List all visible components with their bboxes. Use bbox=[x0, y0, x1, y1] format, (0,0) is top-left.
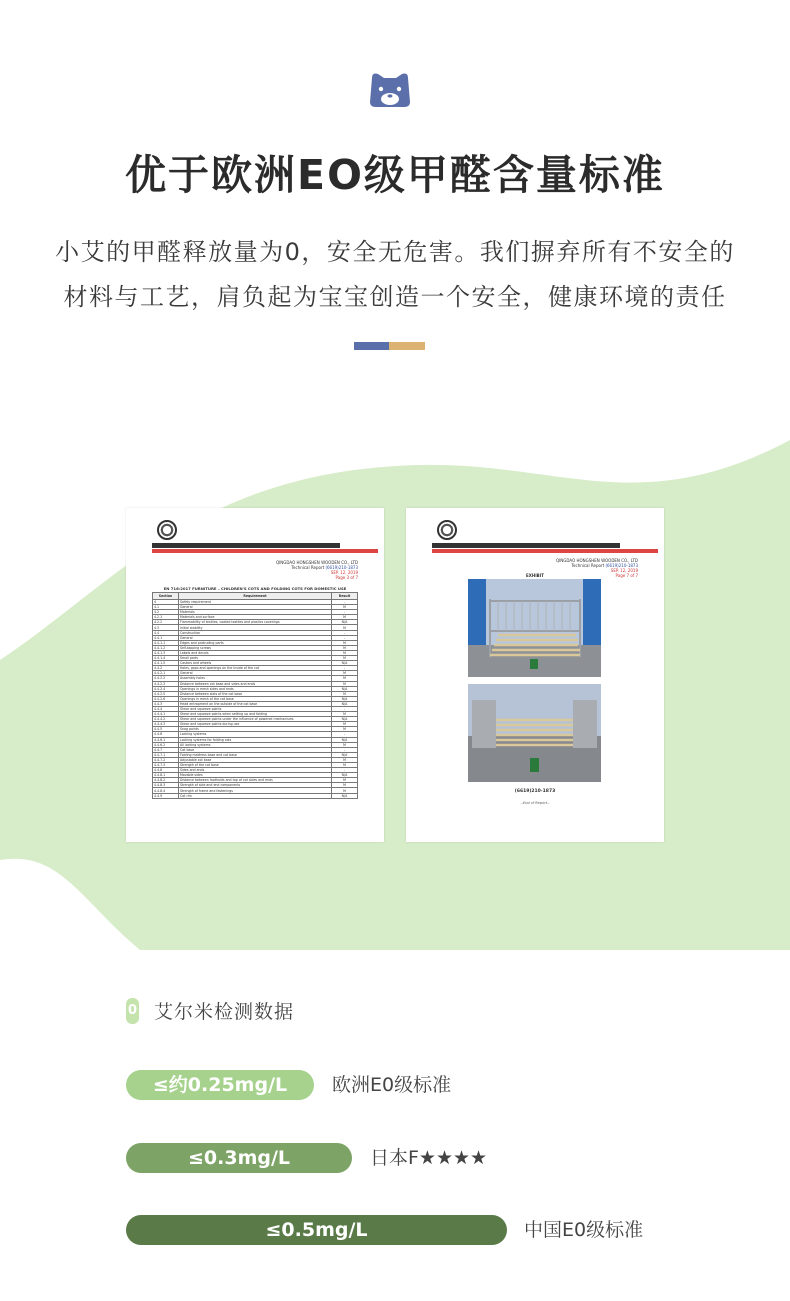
divider-gold bbox=[389, 342, 425, 350]
table-cell: 4.4.4.2 bbox=[153, 717, 179, 722]
table-header: Section bbox=[153, 593, 179, 600]
table-cell: 4.4.3 bbox=[153, 701, 179, 706]
table-cell: 4.4.2.3 bbox=[153, 681, 179, 686]
table-cell: Materials bbox=[179, 610, 332, 615]
table-cell: 4.4.7 bbox=[153, 747, 179, 752]
table-header: Result bbox=[332, 593, 358, 600]
description-line-2: 材料与工艺，肩负起为宝宝创造一个安全，健康环境的责任 bbox=[63, 283, 727, 311]
table-cell: Adjustable cot base bbox=[179, 757, 332, 762]
page-title: 优于欧洲EO级甲醛含量标准 bbox=[125, 151, 665, 199]
table-cell: - bbox=[332, 666, 358, 671]
table-cell: Strength of side and end components bbox=[179, 783, 332, 788]
table-cell: 4.4.8.2 bbox=[153, 778, 179, 783]
table-cell: 4.4.9 bbox=[153, 793, 179, 798]
table-cell: 4.4.8.3 bbox=[153, 783, 179, 788]
table-cell: Openings in mesh of the cot base bbox=[179, 696, 332, 701]
table-cell: N/A bbox=[332, 793, 358, 798]
table-cell: 4.4 bbox=[153, 630, 179, 635]
report-header: QINGDAO HONGSHEN WOODEN CO., LTD Technical Report (6619)210-1873 SEP. 12, 2019 Page 7 of 7 bbox=[555, 558, 638, 578]
table-cell: 4.4.1 bbox=[153, 635, 179, 640]
table-cell: Initial stability bbox=[179, 625, 332, 630]
table-cell: M bbox=[332, 605, 358, 610]
divider-blue bbox=[354, 342, 389, 350]
crib-photo bbox=[468, 684, 601, 782]
table-cell: M bbox=[332, 783, 358, 788]
table-cell: 4.4.6 bbox=[153, 732, 179, 737]
table-cell: - bbox=[332, 635, 358, 640]
table-cell: 4.4.1.5 bbox=[153, 661, 179, 666]
table-cell: M bbox=[332, 640, 358, 645]
table-cell: M bbox=[332, 788, 358, 793]
table-cell: 4.4.4.1 bbox=[153, 712, 179, 717]
table-cell: 4.2 bbox=[153, 610, 179, 615]
exhibit-label: EXHIBIT bbox=[526, 573, 544, 578]
table-cell: M bbox=[332, 671, 358, 676]
table-cell: 4.2.2 bbox=[153, 620, 179, 625]
value-bar-japan: ≤0.3mg/L bbox=[126, 1143, 352, 1173]
value-bar-aier: ≤约0.25mg/L bbox=[126, 1070, 314, 1100]
table-cell: 4.4.1.2 bbox=[153, 645, 179, 650]
table-cell: M bbox=[332, 691, 358, 696]
table-cell: Cot rim bbox=[179, 793, 332, 798]
table-cell: Distance between footholds and top of cot sides and ends bbox=[179, 778, 332, 783]
table-cell: 4.4.2 bbox=[153, 666, 179, 671]
table-cell: 4.4.1.1 bbox=[153, 640, 179, 645]
table-cell: M bbox=[332, 742, 358, 747]
table-cell: N/A bbox=[332, 701, 358, 706]
table-cell: N/A bbox=[332, 752, 358, 757]
table-cell: Locking systems for folding cots bbox=[179, 737, 332, 742]
table-cell: - bbox=[332, 732, 358, 737]
table-cell: Strength of frame and fastenings bbox=[179, 788, 332, 793]
table-cell: Distance between slats of the cot base bbox=[179, 691, 332, 696]
table-cell: N/A bbox=[332, 717, 358, 722]
table-cell: M bbox=[332, 625, 358, 630]
table-cell: Castors and wheels bbox=[179, 661, 332, 666]
table-cell: 4.4.8 bbox=[153, 768, 179, 773]
table-cell: 4.4.7.2 bbox=[153, 757, 179, 762]
table-cell: Flammability of textiles, coated textiles and plastics coverings bbox=[179, 620, 332, 625]
section-title: 艾尔米检测数据 bbox=[154, 1001, 295, 1023]
table-cell: 4.4.4 bbox=[153, 706, 179, 711]
table-cell: Locking systems bbox=[179, 732, 332, 737]
table-cell: Materials and surface bbox=[179, 615, 332, 620]
table-cell: 4.4.7.1 bbox=[153, 752, 179, 757]
test-report-page-2 bbox=[406, 508, 664, 842]
test-report-page-1 bbox=[126, 508, 384, 842]
table-cell: - bbox=[332, 747, 358, 752]
table-cell: Openings in mesh sides and ends bbox=[179, 686, 332, 691]
table-cell: N/A bbox=[332, 737, 358, 742]
data-section-heading bbox=[126, 997, 294, 1024]
table-cell: 4.4.5 bbox=[153, 727, 179, 732]
table-cell: - bbox=[332, 706, 358, 711]
table-cell: Small parts bbox=[179, 656, 332, 661]
certification-seal bbox=[432, 520, 462, 566]
table-cell: Edges and protruding parts bbox=[179, 640, 332, 645]
description-line-1: 小艾的甲醛释放量为0，安全无危害。我们摒弃所有不安全的 bbox=[55, 238, 735, 266]
table-cell: 4 bbox=[153, 600, 179, 605]
table-cell: Shear and squeeze points during use bbox=[179, 722, 332, 727]
end-of-report: --End of Report-- bbox=[520, 801, 550, 805]
table-cell: N/A bbox=[332, 696, 358, 701]
section-badge: 0 bbox=[126, 998, 139, 1024]
table-cell: 4.4.8.4 bbox=[153, 788, 179, 793]
table-cell: Shear and squeeze points when setting up and folding bbox=[179, 712, 332, 717]
certification-seal bbox=[152, 520, 182, 566]
table-cell: N/A bbox=[332, 620, 358, 625]
background-wave bbox=[0, 430, 790, 950]
exhibit-caption: (6619)210-1873 bbox=[514, 789, 556, 794]
table-cell: Snag points bbox=[179, 727, 332, 732]
table-row bbox=[153, 793, 358, 798]
table-cell: Strength of the cot base bbox=[179, 763, 332, 768]
table-cell: Folding mattress base and cot base bbox=[179, 752, 332, 757]
table-cell: - bbox=[332, 768, 358, 773]
table-cell: All locking systems bbox=[179, 742, 332, 747]
crib-photo bbox=[468, 579, 601, 677]
table-cell: 4.3 bbox=[153, 625, 179, 630]
table-cell: N/A bbox=[332, 686, 358, 691]
standard-label-eu: 欧洲E0级标准 bbox=[332, 1074, 452, 1096]
table-cell: General bbox=[179, 635, 332, 640]
table-cell: 4.4.2.1 bbox=[153, 671, 179, 676]
standard-label-japan: 日本F★★★★ bbox=[370, 1147, 488, 1169]
table-cell: Holes, gaps and openings on the inside of the cot bbox=[179, 666, 332, 671]
standard-label-china: 中国E0级标准 bbox=[524, 1219, 644, 1241]
table-cell: M bbox=[332, 615, 358, 620]
table-cell: M bbox=[332, 757, 358, 762]
table-cell: 4.4.6.2 bbox=[153, 742, 179, 747]
table-cell: Construction bbox=[179, 630, 332, 635]
table-cell: 4.4.4.3 bbox=[153, 722, 179, 727]
table-cell: Distance between cot base and sides and ends bbox=[179, 681, 332, 686]
table-cell: M bbox=[332, 763, 358, 768]
table-cell: Shear and squeeze points bbox=[179, 706, 332, 711]
table-cell: General bbox=[179, 671, 332, 676]
table-cell: 4.4.7.3 bbox=[153, 763, 179, 768]
table-header: Requirement bbox=[179, 593, 332, 600]
table-cell: Self-tapping screws bbox=[179, 645, 332, 650]
value-bar-china: ≤0.5mg/L bbox=[126, 1215, 507, 1245]
table-cell: M bbox=[332, 650, 358, 655]
table-cell: M bbox=[332, 778, 358, 783]
table-cell: 4.4.2.5 bbox=[153, 691, 179, 696]
table-cell: 4.4.2.6 bbox=[153, 696, 179, 701]
table-cell: M bbox=[332, 681, 358, 686]
table-cell: Shear and squeeze points under the influence of powered mechanisms bbox=[179, 717, 332, 722]
table-cell: 4.4.1.3 bbox=[153, 650, 179, 655]
table-cell: 4.4.6.1 bbox=[153, 737, 179, 742]
bear-face-icon bbox=[368, 72, 412, 108]
table-cell: N/A bbox=[332, 661, 358, 666]
table-cell: M bbox=[332, 656, 358, 661]
table-cell: 4.2.1 bbox=[153, 615, 179, 620]
table-cell: - bbox=[332, 630, 358, 635]
table-cell: Head entrapment on the outside of the cot base bbox=[179, 701, 332, 706]
table-cell: 4.1 bbox=[153, 605, 179, 610]
standard-title: EN 716:2017 FURNITURE – CHILDREN'S COTS AND FOLDING COTS FOR DOMESTIC USE bbox=[163, 586, 347, 591]
report-header: QINGDAO HONGSHEN WOODEN CO., LTD Technical Report (6619)210-1873 SEP. 12, 2019 Page 3 of 7 bbox=[275, 560, 358, 580]
requirement-table bbox=[152, 592, 358, 799]
table-cell: 4.4.8.1 bbox=[153, 773, 179, 778]
table-cell: Safety requirement bbox=[179, 600, 332, 605]
table-cell: - bbox=[332, 600, 358, 605]
table-cell: Movable sides bbox=[179, 773, 332, 778]
table-cell: 4.4.2.4 bbox=[153, 686, 179, 691]
table-cell: M bbox=[332, 712, 358, 717]
table-cell: General bbox=[179, 605, 332, 610]
table-cell: M bbox=[332, 645, 358, 650]
table-cell: - bbox=[332, 610, 358, 615]
table-cell: Cot base bbox=[179, 747, 332, 752]
table-cell: N/A bbox=[332, 773, 358, 778]
table-cell: Labels and decals bbox=[179, 650, 332, 655]
table-cell: M bbox=[332, 676, 358, 681]
table-cell: M bbox=[332, 727, 358, 732]
table-cell: 4.4.1.4 bbox=[153, 656, 179, 661]
table-cell: M bbox=[332, 722, 358, 727]
table-cell: 4.4.2.2 bbox=[153, 676, 179, 681]
table-cell: Assembly holes bbox=[179, 676, 332, 681]
table-cell: Sides and ends bbox=[179, 768, 332, 773]
